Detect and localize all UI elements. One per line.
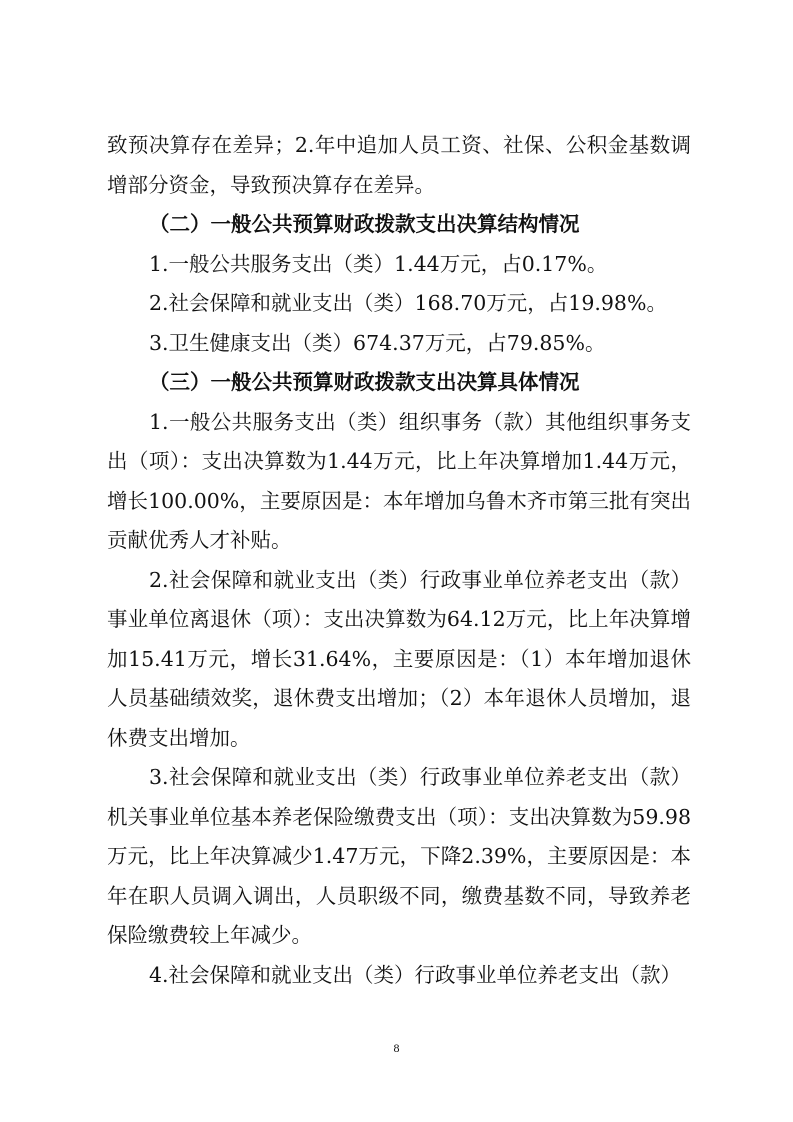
structure-item-3: 3.卫生健康支出（类）674.37万元，占79.85%。: [149, 330, 606, 355]
page-number: 8: [393, 1041, 400, 1055]
detail-item-3: 3.社会保障和就业支出（类）行政事业单位养老支出（款）机关事业单位基本养老保险缴费支出（项）：支出决算数为59.98万元，比上年决算减少1.47万元，下降2.39%，主要原因是：本年在职人员调入调出，人员职级不同，缴费基数不同，导致养老保险缴费较上年减少。: [107, 765, 691, 947]
structure-item-1: 1.一般公共服务支出（类）1.44万元，占0.17%。: [149, 251, 608, 276]
paragraph-continuation: 致预决算存在差异；2.年中追加人员工资、社保、公积金基数调增部分资金，导致预决算存在差异。: [107, 133, 691, 197]
detail-item-2: 2.社会保障和就业支出（类）行政事业单位养老支出（款）事业单位离退休（项）：支出决算数为64.12万元，比上年决算增加15.41万元，增长31.64%，主要原因是：（1）本年增加退休人员基础绩效奖，退休费支出增加；（2）本年退休人员增加，退休费支出增加。: [107, 567, 691, 750]
detail-item-4: 4.社会保障和就业支出（类）行政事业单位养老支出（款）: [149, 962, 682, 987]
document-body: [107, 126, 691, 995]
section-heading-3: （三）一般公共预算财政拨款支出决算具体情况: [149, 370, 580, 394]
structure-item-2: 2.社会保障和就业支出（类）168.70万元，占19.98%。: [149, 291, 667, 315]
section-heading-2: （二）一般公共预算财政拨款支出决算结构情况: [149, 212, 580, 236]
detail-item-1: 1.一般公共服务支出（类）组织事务（款）其他组织事务支出（项）：支出决算数为1.44万元，比上年决算增加1.44万元，增长100.00%，主要原因是：本年增加乌鲁木齐市第三批有突出贡献优秀人才补贴。: [107, 409, 691, 552]
